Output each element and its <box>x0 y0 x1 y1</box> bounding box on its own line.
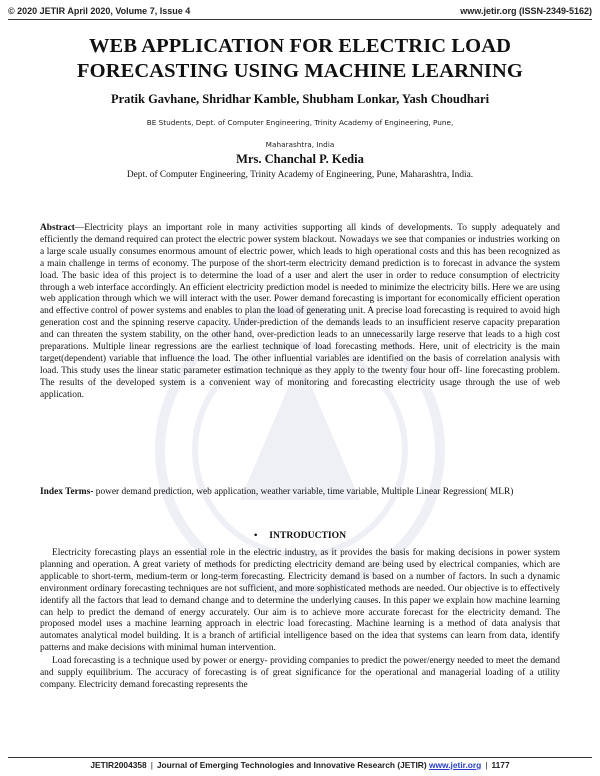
header-divider <box>8 19 592 20</box>
introduction-body <box>40 548 560 692</box>
abstract-label: Abstract <box>40 223 75 233</box>
abstract-text: —Electricity plays an important role in many activities supporting all kinds of developments. To supply adequately and efficiently the demand required can protect the electric power system blackout. Nowadays we see that companies or industries working on a large scale usually consumes enormous amount of electric power, which leads to high operational costs and this has been recognized as a main challenge in terms of economy. The purpose of the short-term electricity demand prediction is to forecast in advance the system load. The basic idea of this project is to determine the load of a user and alert the user in order to reduce consumption of electricity through a web interface accordingly. An efficient electricity prediction model is needed to minimize the electricity bills. Here we are using web application through which we will interact with the user. Power demand forecasting is important for economically efficient operation and effective control of power systems and enables to plan the load of generating unit. A precise load forecasting is required to avoid high generation cost and the spinning reserve capacity. Under-prediction of the demands leads to an insufficient reserve capacity preparation and can threaten the system stability, on the other hand, over-prediction leads to an unnecessarily large reserve that leads to a high cost preparations. Multiple linear regressions are the earliest technique of load forecasting methods. Here, unit of electricity is the main target(dependent) variable that influence the load. The other influential variables are identified on the basis of correlation analysis with load. This study uses the linear static parameter estimation technique as they apply to the twenty four hour off- line forecasting problem. The results of the developed system is a convenient way of monitoring and forecasting electricity usage through the use of web application. <box>40 223 560 400</box>
author-affiliation: BE Students, Dept. of Computer Engineering, Trinity Academy of Engineering, Pune, <box>146 118 454 127</box>
section-title: INTRODUCTION <box>269 530 347 541</box>
guide-name: Mrs. Chanchal P. Kedia <box>236 152 364 166</box>
author-affiliation-location: Maharashtra, India <box>265 140 335 149</box>
title-line-2: FORECASTING USING MACHINE LEARNING <box>77 60 523 82</box>
title-line-1: WEB APPLICATION FOR ELECTRIC LOAD <box>88 35 512 57</box>
guide-affiliation: Dept. of Computer Engineering, Trinity Academy of Engineering, Pune, Maharashtra, India. <box>126 170 474 180</box>
journal-issue-info: © 2020 JETIR April 2020, Volume 7, Issue 4 <box>8 6 191 16</box>
paragraph: Load forecasting is a technique used by power or energy- providing companies to predict the power/energy needed to meet the demand and supply equilibrium. The accuracy of forecasting is of great significance for the operational and managerial loading of a utility company. Electricity demand forecasting represents the <box>40 656 560 690</box>
running-header <box>8 6 592 20</box>
paper-title <box>20 34 580 84</box>
section-heading-introduction <box>20 530 580 541</box>
index-terms-text: power demand prediction, web application, weather variable, time variable, Multiple Linear Regression( MLR) <box>93 487 514 497</box>
bullet-icon: • <box>253 530 258 541</box>
page-number: 1177 <box>491 760 510 770</box>
paper-id: JETIR2004358 <box>90 760 147 770</box>
running-footer: JETIR2004358 | Journal of Emerging Technologies and Innovative Research (JETIR) www.jetir.org | 1177 <box>90 760 510 770</box>
index-terms-label: Index Terms- <box>40 487 94 497</box>
journal-website-issn[interactable]: www.jetir.org (ISSN-2349-5162) <box>460 6 592 16</box>
abstract <box>40 223 560 402</box>
footer-divider <box>8 757 592 758</box>
index-terms <box>40 487 560 499</box>
author-list: Pratik Gavhane, Shridhar Kamble, Shubham Lonkar, Yash Choudhari <box>110 92 490 106</box>
paragraph: Electricity forecasting plays an essential role in the electric industry, as it provides the basis for making decisions in power system planning and operation. A great variety of methods for predicting electricity demand are being used by electrical companies, which are applicable to short-term, medium-term or long-term forecasting. Electricity demand is based on a number of factors. In such a dynamic environment ordinary forecasting techniques are not sufficient, and more sophisticated methods are needed. Our objective is to effectively identify all the factors that lead to demand change and to determine the underlying causes. In this paper we explain how machine learning can help to predict the demand of energy accurately. Our aim is to achieve more accurate forecast for the electricity demand. The proposed model uses a machine learning approach in electric load forecasting. Machine learning is a method of data analysis that automates analytical model building. It is a branch of artificial intelligence based on the idea that systems can learn from data, identify patterns and make decisions with minimal human intervention. <box>40 548 560 654</box>
journal-website-link[interactable]: www.jetir.org <box>428 760 482 770</box>
journal-name: Journal of Emerging Technologies and Innovative Research (JETIR) <box>156 760 427 770</box>
